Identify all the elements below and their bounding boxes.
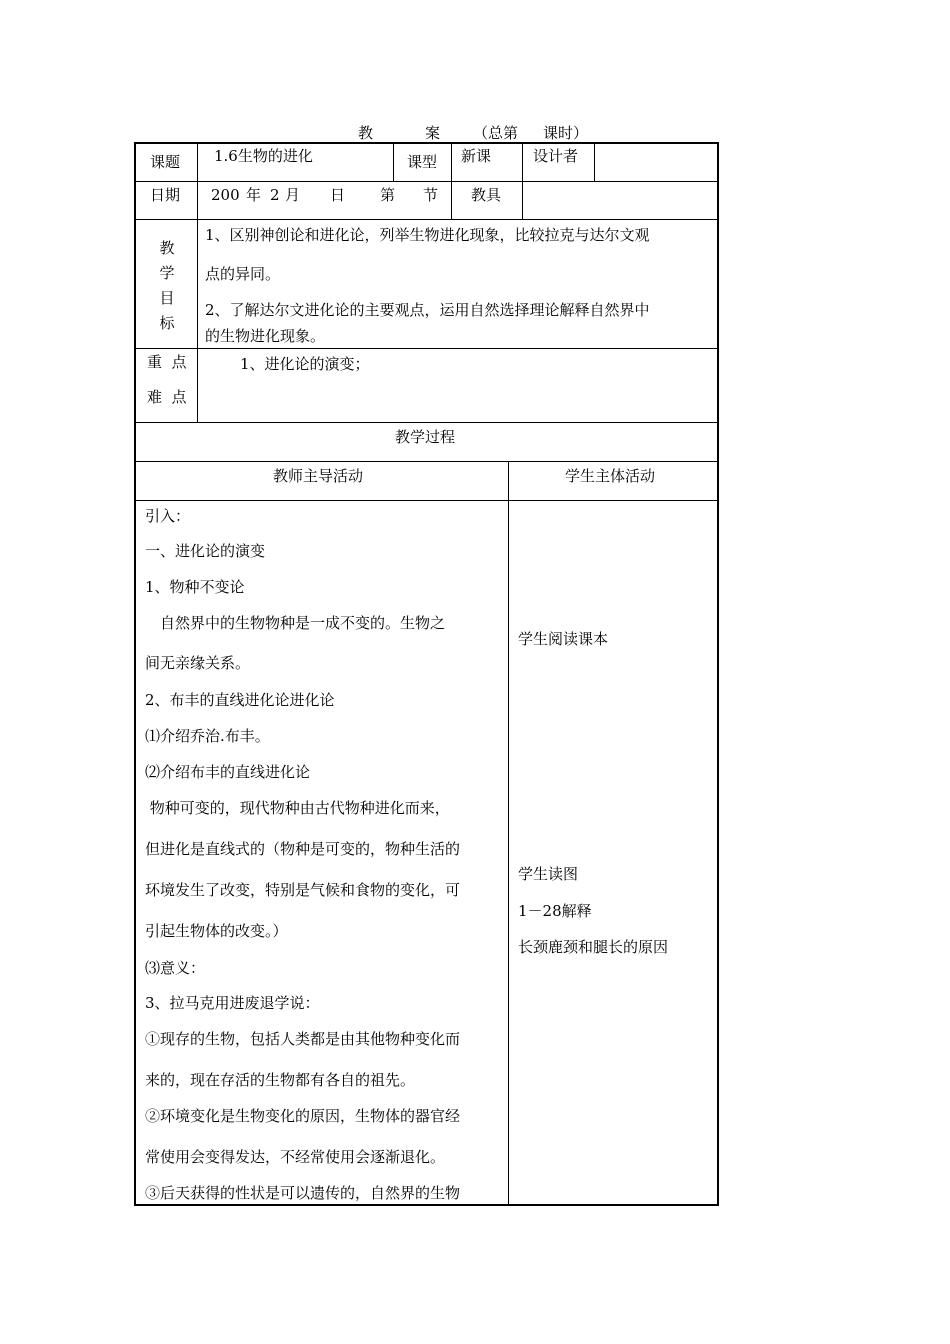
date-year: 200 bbox=[211, 186, 240, 204]
designer-label: 设计者 bbox=[533, 147, 579, 165]
teacher-line: 来的，现在存活的生物都有各自的祖先。 bbox=[145, 1071, 416, 1089]
teacher-line: 3、拉马克用进废退学说： bbox=[145, 994, 320, 1012]
teacher-line: 1、物种不变论 bbox=[145, 578, 245, 596]
teacher-line: 但进化是直线式的（物种是可变的，物种生活的 bbox=[145, 840, 461, 858]
title-total-prefix: （总第 bbox=[473, 124, 519, 142]
teacher-line: ⑶意义： bbox=[145, 959, 206, 977]
process-title: 教学过程 bbox=[395, 428, 456, 446]
date-year-unit: 年 bbox=[246, 186, 262, 204]
column-divider bbox=[522, 142, 523, 219]
objective-2-line-2: 的生物进化现象。 bbox=[205, 327, 326, 345]
date-period-suffix: 节 bbox=[423, 186, 439, 204]
column-divider bbox=[393, 142, 394, 181]
objectives-label-char: 教 bbox=[159, 239, 175, 257]
teacher-activity-header: 教师主导活动 bbox=[273, 467, 364, 485]
key-points-label: 重 点 bbox=[147, 353, 187, 371]
title-word-an: 案 bbox=[425, 124, 441, 142]
date-period-prefix: 第 bbox=[380, 186, 396, 204]
teacher-line: ⑵介绍布丰的直线进化论 bbox=[145, 763, 311, 781]
row-divider bbox=[134, 461, 719, 462]
objective-1-line-1: 1、区别神创论和进化论，列举生物进化现象，比较拉克与达尔文观 bbox=[205, 226, 650, 244]
row-divider bbox=[134, 219, 719, 220]
teacher-line: 间无亲缘关系。 bbox=[145, 654, 251, 672]
teacher-line: 环境发生了改变，特别是气候和食物的变化，可 bbox=[145, 881, 461, 899]
column-divider bbox=[451, 142, 452, 219]
objective-1-line-2: 点的异同。 bbox=[205, 265, 281, 283]
column-divider bbox=[594, 142, 595, 181]
row-divider bbox=[134, 348, 719, 349]
key-points-text: 1、进化论的演变； bbox=[240, 355, 370, 373]
teacher-line: 一、进化论的演变 bbox=[145, 542, 266, 560]
student-line: 学生读图 bbox=[518, 865, 579, 883]
title-period-suffix: 课时） bbox=[543, 124, 589, 142]
date-label: 日期 bbox=[150, 186, 181, 204]
teacher-line: ③后天获得的性状是可以遗传的，自然界的生物 bbox=[145, 1184, 461, 1202]
teacher-line: 2、布丰的直线进化论进化论 bbox=[145, 691, 335, 709]
objective-2-line-1: 2、了解达尔文进化论的主要观点，运用自然选择理论解释自然界中 bbox=[205, 301, 650, 319]
objectives-label-char: 学 bbox=[159, 264, 175, 282]
type-value: 新课 bbox=[461, 147, 492, 165]
row-divider bbox=[134, 422, 719, 423]
teacher-line: 常使用会变得发达，不经常使用会逐渐退化。 bbox=[145, 1148, 446, 1166]
topic-label: 课题 bbox=[150, 153, 181, 171]
teacher-line: 自然界中的生物物种是一成不变的。生物之 bbox=[145, 614, 446, 632]
student-activity-header: 学生主体活动 bbox=[565, 467, 656, 485]
column-divider bbox=[508, 461, 509, 1206]
teacher-line: 引起生物体的改变。） bbox=[145, 922, 288, 940]
document-title bbox=[135, 122, 719, 142]
date-day-unit: 日 bbox=[330, 186, 346, 204]
type-label: 课型 bbox=[407, 153, 438, 171]
objectives-label-char: 标 bbox=[159, 314, 175, 332]
teacher-line: 物种可变的，现代物种由古代物种进化而来， bbox=[145, 799, 450, 817]
tools-label: 教具 bbox=[471, 186, 502, 204]
difficulties-label: 难 点 bbox=[147, 388, 187, 406]
objectives-label-char: 目 bbox=[159, 289, 175, 307]
date-month-unit: 月 bbox=[285, 186, 301, 204]
teacher-line: ⑴介绍乔治.布丰。 bbox=[145, 727, 270, 745]
teacher-line: 引入： bbox=[145, 507, 191, 525]
row-divider bbox=[134, 181, 719, 182]
topic-value: 1.6生物的进化 bbox=[214, 147, 313, 165]
date-month: 2 bbox=[270, 186, 280, 204]
teacher-line: ②环境变化是生物变化的原因，生物体的器官经 bbox=[145, 1107, 461, 1125]
student-line: 长颈鹿颈和腿长的原因 bbox=[518, 938, 669, 956]
title-word-jiao: 教 bbox=[358, 124, 374, 142]
row-divider bbox=[134, 500, 719, 501]
teacher-line: ①现存的生物，包括人类都是由其他物种变化而 bbox=[145, 1030, 461, 1048]
column-divider bbox=[197, 142, 198, 422]
student-line: 学生阅读课本 bbox=[518, 630, 609, 648]
student-line: 1－28解释 bbox=[518, 902, 592, 920]
